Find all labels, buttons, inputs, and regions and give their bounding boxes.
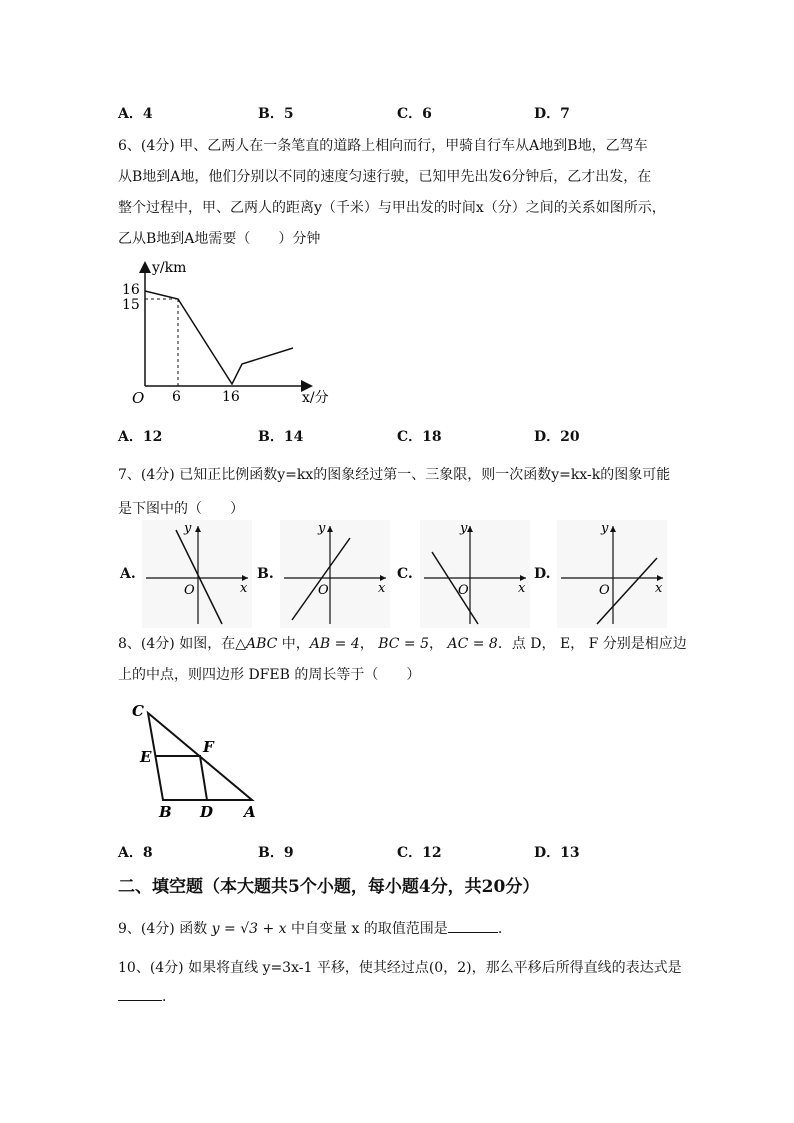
q10-line-1: 10、(4分) 如果将直线 y=3x-1 平移，使其经过点(0，2)，那么平移后所得直线的表达式是 <box>118 960 682 976</box>
q8-point-b: B <box>159 803 172 821</box>
q6-y-tick-15: 15 <box>122 297 140 313</box>
q7-graph-c <box>420 520 530 628</box>
svg-text:y: y <box>601 521 609 536</box>
q5-option-c: C．6 <box>397 106 432 122</box>
q6-x-tick-6: 6 <box>172 389 181 405</box>
svg-text:O: O <box>458 583 469 598</box>
q8-point-a: A <box>244 803 256 821</box>
q6-option-a: A．12 <box>118 429 163 445</box>
q6-origin: O <box>132 389 145 407</box>
svg-text:y: y <box>184 521 192 536</box>
svg-text:O: O <box>318 583 329 598</box>
q6-option-b: B．14 <box>258 429 304 445</box>
q7-graph-b <box>280 520 390 628</box>
q6-option-d: D．20 <box>534 429 580 445</box>
svg-text:x: x <box>655 581 663 596</box>
q6-curve <box>145 291 293 384</box>
q7-label-a: A. <box>120 566 136 582</box>
q8-line-1: 8、(4分) 如图，在△ABC 中，AB = 4， BC = 5， AC = 8．点 D， E， F 分别是相应边 <box>118 636 687 652</box>
q7-line-1: 7、(4分) 已知正比例函数y=kx的图象经过第一、三象限，则一次函数y=kx-k的图象可能 <box>118 467 671 483</box>
q5-option-b: B．5 <box>258 106 294 122</box>
svg-text:y: y <box>318 521 326 536</box>
svg-text:x: x <box>240 581 248 596</box>
q6-line-4: 乙从B地到A地需要（ ）分钟 <box>118 231 321 247</box>
svg-text:x: x <box>378 581 386 596</box>
q6-y-axis-label: y/km <box>152 260 187 276</box>
q7-label-b: B. <box>257 566 274 582</box>
q6-x-axis-label: x/分 <box>302 390 329 406</box>
q8-point-d: D <box>200 803 214 821</box>
q10-blank <box>118 986 162 1001</box>
q9-formula: y = √3 + x <box>211 921 287 937</box>
q7-label-c: C. <box>397 566 413 582</box>
q6-option-c: C．18 <box>397 429 442 445</box>
q7-graph-a <box>142 520 252 628</box>
q8-option-a: A．8 <box>118 845 153 861</box>
q9-line: 9、(4分) 函数 y = √3 + x 中自变量 x 的取值范围是 ． <box>118 918 512 938</box>
svg-text:y: y <box>460 521 468 536</box>
q8-option-d: D．13 <box>534 845 580 861</box>
q8-point-e: E <box>140 748 152 766</box>
q8-option-c: C．12 <box>397 845 442 861</box>
q6-y-tick-16: 16 <box>122 282 140 298</box>
q6-line-3: 整个过程中，甲、乙两人的距离y（千米）与甲出发的时间x（分）之间的关系如图所示， <box>118 200 666 216</box>
q9-blank <box>448 918 498 933</box>
svg-text:x: x <box>518 581 526 596</box>
q7-graph-d <box>557 520 667 628</box>
q8-point-f: F <box>203 738 214 756</box>
section-title: 二、填空题（本大题共5个小题，每小题4分，共20分） <box>118 877 540 897</box>
q6-graph <box>110 256 350 408</box>
q7-line-2: 是下图中的（ ） <box>118 501 244 517</box>
q6-line-2: 从B地到A地，他们分别以不同的速度匀速行驶，已知甲先出发6分钟后，乙才出发，在 <box>118 169 652 185</box>
q8-line-2: 上的中点，则四边形 DFEB 的周长等于（ ） <box>118 667 421 683</box>
q8-option-b: B．9 <box>258 845 294 861</box>
q5-option-d: D．7 <box>534 106 570 122</box>
q10-line-2: ． <box>118 986 176 1006</box>
q6-line-1: 6、(4分) 甲、乙两人在一条笔直的道路上相向而行，甲骑自行车从A地到B地，乙驾车 <box>118 138 648 154</box>
q7-label-d: D. <box>534 566 551 582</box>
q8-point-c: C <box>132 702 144 720</box>
q6-x-tick-16: 16 <box>222 389 240 405</box>
q8-triangle-figure <box>124 700 274 824</box>
svg-text:O: O <box>599 583 610 598</box>
svg-text:O: O <box>184 583 195 598</box>
q5-option-a: A．4 <box>118 106 153 122</box>
